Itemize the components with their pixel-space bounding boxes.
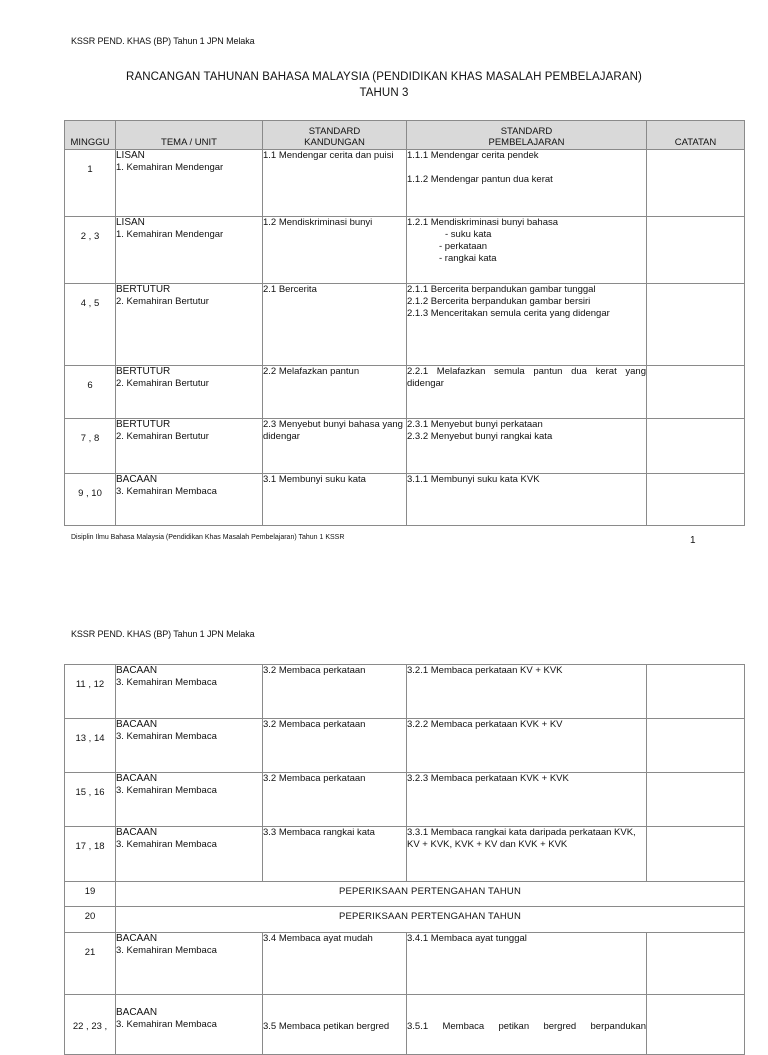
table-row (65, 933, 745, 995)
table-header-row (65, 121, 745, 150)
table-row (65, 665, 745, 719)
minggu-cell: 21 (65, 933, 116, 995)
page-2-header: KSSR PEND. KHAS (BP) Tahun 1 JPN Melaka (71, 629, 255, 639)
table-row (65, 827, 745, 882)
standard-pembelajaran-cell: 3.4.1 Membaca ayat tunggal (407, 933, 647, 995)
tema-cell: BACAAN 3. Kemahiran Membaca (116, 827, 263, 882)
standard-pembelajaran-cell: 2.1.1 Bercerita berpandukan gambar tunggal 2.1.2 Bercerita berpandukan gambar bersiri 2.1.3 Menceritakan semula cerita yang didengar (407, 284, 647, 366)
table-row (65, 366, 745, 419)
minggu-cell: 1 (65, 150, 116, 217)
minggu-cell: 9 , 10 (65, 474, 116, 526)
tema-cell: BACAAN 3. Kemahiran Membaca (116, 665, 263, 719)
col-standard-kandungan: STANDARD KANDUNGAN (263, 121, 407, 150)
page-footer: Disiplin Ilmu Bahasa Malaysia (Pendidikan Khas Masalah Pembelajaran) Tahun 1 KSSR (71, 534, 345, 541)
tema-cell: BERTUTUR 2. Kemahiran Bertutur (116, 366, 263, 419)
tema-cell: BACAAN 3. Kemahiran Membaca (116, 773, 263, 827)
yearly-plan-table-page-2 (64, 664, 745, 1055)
standard-kandungan-cell: 1.2 Mendiskriminasi bunyi (263, 217, 407, 284)
standard-kandungan-cell: 3.5 Membaca petikan bergred (263, 995, 407, 1055)
table-row (65, 719, 745, 773)
catatan-cell (647, 827, 745, 882)
standard-kandungan-cell: 3.2 Membaca perkataan (263, 665, 407, 719)
page-number: 1 (690, 535, 696, 546)
tema-cell: BERTUTUR 2. Kemahiran Bertutur (116, 419, 263, 474)
standard-pembelajaran-cell: 2.3.1 Menyebut bunyi perkataan 2.3.2 Menyebut bunyi rangkai kata (407, 419, 647, 474)
col-minggu: MINGGU (65, 121, 116, 150)
col-standard-pembelajaran: STANDARD PEMBELAJARAN (407, 121, 647, 150)
catatan-cell (647, 217, 745, 284)
standard-kandungan-cell: 2.1 Bercerita (263, 284, 407, 366)
tema-cell: BACAAN 3. Kemahiran Membaca (116, 933, 263, 995)
exam-row (65, 907, 745, 933)
standard-pembelajaran-cell: 3.2.3 Membaca perkataan KVK + KVK (407, 773, 647, 827)
col-tema: TEMA / UNIT (116, 121, 263, 150)
tema-cell: BACAAN 3. Kemahiran Membaca (116, 719, 263, 773)
catatan-cell (647, 419, 745, 474)
table-row (65, 150, 745, 217)
exam-row (65, 882, 745, 907)
table-row (65, 474, 745, 526)
catatan-cell (647, 719, 745, 773)
minggu-cell: 19 (65, 882, 116, 907)
tema-cell: BACAAN 3. Kemahiran Membaca (116, 474, 263, 526)
standard-kandungan-cell: 3.4 Membaca ayat mudah (263, 933, 407, 995)
tema-cell: BERTUTUR 2. Kemahiran Bertutur (116, 284, 263, 366)
minggu-cell: 20 (65, 907, 116, 933)
catatan-cell (647, 773, 745, 827)
col-catatan: CATATAN (647, 121, 745, 150)
exam-cell: PEPERIKSAAN PERTENGAHAN TAHUN (116, 882, 745, 907)
exam-cell: PEPERIKSAAN PERTENGAHAN TAHUN (116, 907, 745, 933)
table-row (65, 995, 745, 1055)
page-header: KSSR PEND. KHAS (BP) Tahun 1 JPN Melaka (71, 36, 255, 46)
catatan-cell (647, 665, 745, 719)
catatan-cell (647, 474, 745, 526)
catatan-cell (647, 150, 745, 217)
table-row (65, 419, 745, 474)
standard-pembelajaran-cell: 3.3.1 Membaca rangkai kata daripada perkataan KVK, KV + KVK, KVK + KV dan KVK + KVK (407, 827, 647, 882)
tema-cell: LISAN 1. Kemahiran Mendengar (116, 217, 263, 284)
standard-pembelajaran-cell: 3.5.1 Membaca petikan bergred berpandukan (407, 995, 647, 1055)
catatan-cell (647, 284, 745, 366)
catatan-cell (647, 366, 745, 419)
minggu-cell: 6 (65, 366, 116, 419)
catatan-cell (647, 933, 745, 995)
minggu-cell: 22 , 23 , (65, 995, 116, 1055)
minggu-cell: 11 , 12 (65, 665, 116, 719)
table-row (65, 773, 745, 827)
standard-kandungan-cell: 2.3 Menyebut bunyi bahasa yang didengar (263, 419, 407, 474)
standard-kandungan-cell: 2.2 Melafazkan pantun (263, 366, 407, 419)
minggu-cell: 2 , 3 (65, 217, 116, 284)
table-row (65, 217, 745, 284)
title-line-1: RANCANGAN TAHUNAN BAHASA MALAYSIA (PENDIDIKAN KHAS MASALAH PEMBELAJARAN) (126, 71, 642, 83)
tema-cell: BACAAN 3. Kemahiran Membaca (116, 995, 263, 1055)
standard-pembelajaran-cell: 1.1.1 Mendengar cerita pendek 1.1.2 Mendengar pantun dua kerat (407, 150, 647, 217)
standard-kandungan-cell: 3.2 Membaca perkataan (263, 719, 407, 773)
standard-kandungan-cell: 3.2 Membaca perkataan (263, 773, 407, 827)
minggu-cell: 4 , 5 (65, 284, 116, 366)
standard-pembelajaran-cell: 3.2.2 Membaca perkataan KVK + KV (407, 719, 647, 773)
table-row (65, 284, 745, 366)
standard-pembelajaran-cell: 1.2.1 Mendiskriminasi bunyi bahasa - suku kata - perkataan - rangkai kata (407, 217, 647, 284)
standard-kandungan-cell: 3.3 Membaca rangkai kata (263, 827, 407, 882)
title-line-2: TAHUN 3 (359, 87, 409, 99)
standard-kandungan-cell: 3.1 Membunyi suku kata (263, 474, 407, 526)
document-title (60, 69, 708, 101)
standard-pembelajaran-cell: 3.2.1 Membaca perkataan KV + KVK (407, 665, 647, 719)
standard-pembelajaran-cell: 2.2.1 Melafazkan semula pantun dua kerat yang didengar (407, 366, 647, 419)
minggu-cell: 17 , 18 (65, 827, 116, 882)
standard-kandungan-cell: 1.1 Mendengar cerita dan puisi (263, 150, 407, 217)
catatan-cell (647, 995, 745, 1055)
minggu-cell: 7 , 8 (65, 419, 116, 474)
minggu-cell: 13 , 14 (65, 719, 116, 773)
tema-cell: LISAN 1. Kemahiran Mendengar (116, 150, 263, 217)
standard-pembelajaran-cell: 3.1.1 Membunyi suku kata KVK (407, 474, 647, 526)
yearly-plan-table (64, 120, 745, 526)
minggu-cell: 15 , 16 (65, 773, 116, 827)
